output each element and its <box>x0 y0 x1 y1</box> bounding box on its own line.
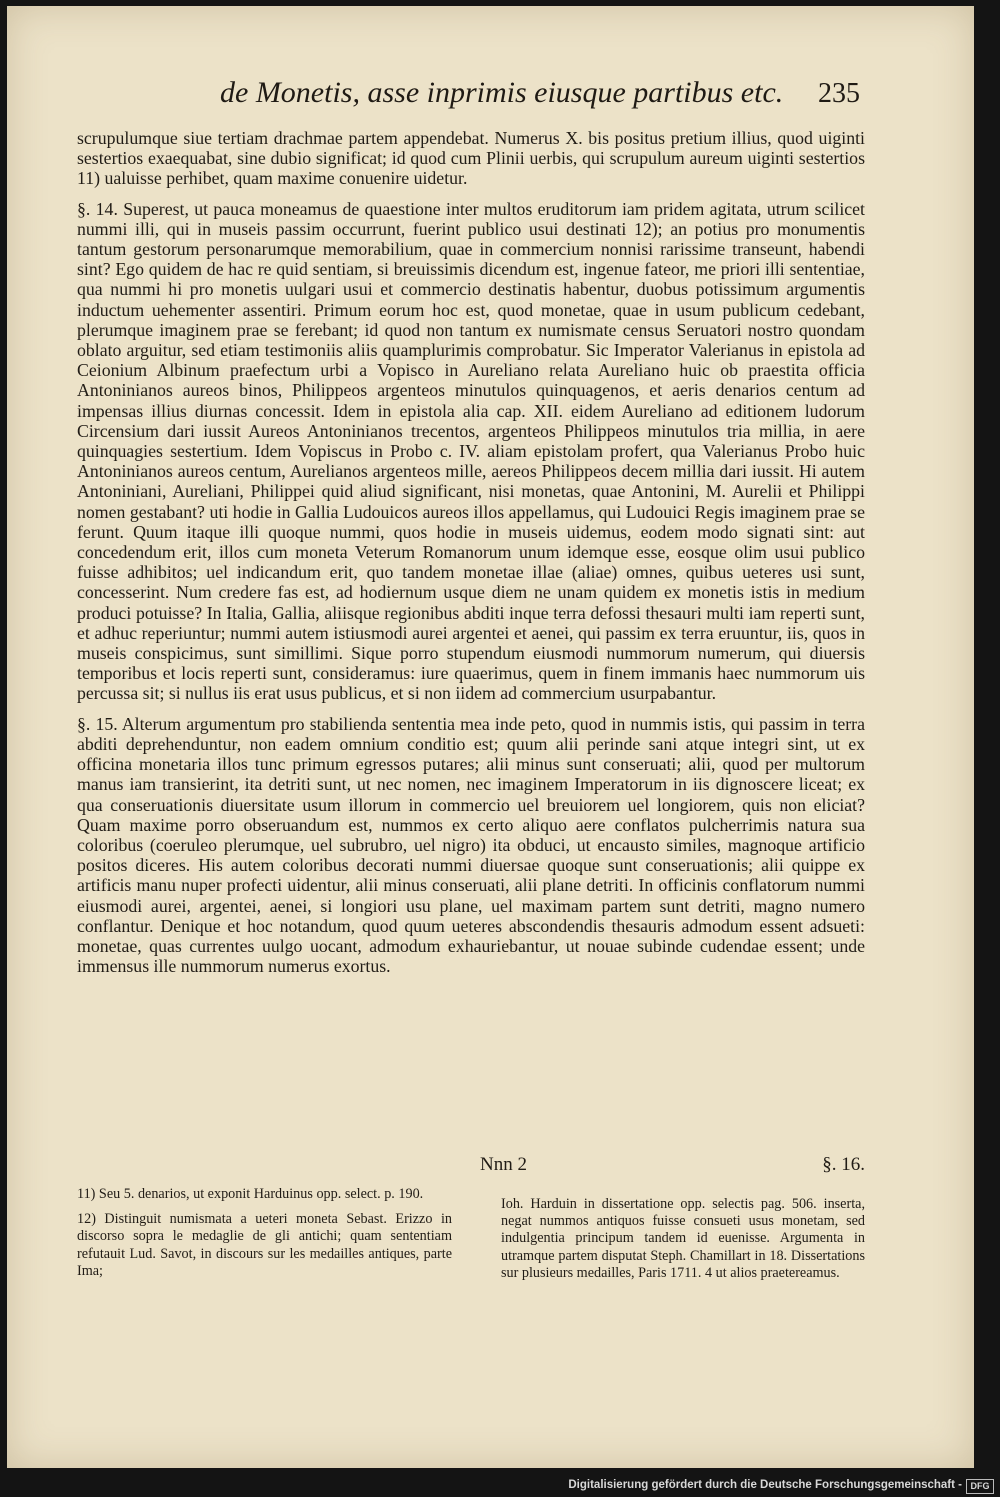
signature-mark: Nnn 2 <box>480 1154 527 1175</box>
main-text <box>77 128 865 976</box>
page-header <box>220 76 860 120</box>
footnote-divider <box>77 1180 865 1181</box>
running-title: de Monetis, asse inprimis eiusque partibus etc. <box>220 76 784 109</box>
funding-credit: Digitalisierung gefördert durch die Deutsche Forschungsgemeinschaft - <box>568 1479 962 1491</box>
signature-line <box>470 1154 865 1178</box>
footnote-12-continued: Ioh. Harduin in dissertatione opp. selectis pag. 506. inserta, negat nummos antiquos fuisse consueti usus monetam, sed indulgentia principum tandem id euenisse. Argumenta in utramque partem disputat Steph. Chamillart in 18. Dissertations sur plusieurs medailles, Paris 1711. 4 ut alios praetereamus. <box>501 1196 865 1281</box>
footnotes-left-column <box>77 1186 452 1288</box>
catchword: §. 16. <box>822 1154 865 1175</box>
footnote-11: 11) Seu 5. denarios, ut exponit Harduinus opp. select. p. 190. <box>77 1186 424 1202</box>
paragraph-continuation: scrupulumque siue tertiam drachmae partem appendebat. Numerus X. bis positus pretium illius, quod uiginti sestertios exaequabat, sine dubio significat; id quod cum Plinii uerbis, qui scrupulum aureum uiginti sestertios 11) ualuisse perhibet, quam maxime conuenire uidetur. <box>77 128 865 189</box>
paragraph-section-15: §. 15. Alterum argumentum pro stabilienda sententia mea inde peto, quod in nummis istis, qui passim in terra abditi deprehenduntur, non eadem omnium conditio est; quum alii perinde sani atque integri sint, ut ex officina monetaria illos tunc primum egressos putares; alii minus sunt conseruati; alii, quod per multorum manus iam transierint, ita detriti sunt, ut nec nomen, nec imaginem Imperatorum in iis dignoscere liceat; ex qua conseruationis diuersitate usum illorum in commercio uel breuiorem uel longiorem, quis non eliciat? Quam maxime porro obseruandum est, nummos ex certo aliquo aere conflatos pulcherrimis natura sua coloribus (coeruleo plerumque, uel subrubro, uel nigro) ita obduci, ut encausto similes, magnoque artificio positos diceres. His autem coloribus decorati nummi diuersae quoque sunt conseruationis; alii quippe ex artificis manu nuper profecti uidentur, alii minus conseruati, alii plane detriti. In officinis conflatorum nummi eiusmodi aurei, argentei, aenei, si longiori usu plane, uel maximam partem sunt detriti, magno numero conflantur. Denique et hoc notandum, quod quum ueteres abscondendis thesauris admodum essent adsueti: monetae, quas currentes uulgo uocant, admodum exhauriebantur, ut nouae subinde cudendae essent; unde immensus ille nummorum numerus exortus. <box>77 713 865 977</box>
footnote-12: 12) Distinguit numismata a ueteri moneta Sebast. Erizzo in discorso sopra le medaglie de gli antichi; quam sententiam refutauit Lud. Savot, in discours sur les medailles antiques, parte Ima; <box>77 1211 452 1279</box>
paragraph-section-14: §. 14. Superest, ut pauca moneamus de quaestione inter multos eruditorum iam pridem agitata, utrum scilicet nummi illi, qui in museis passim occurrunt, fuerint publico usui destinati 12); an potius pro monumentis tantum gestorum personarumque memorabilium, quae in commercium nonnisi rarissime transeunt, habendi sint? Ego quidem de hac re quid sentiam, si breuissimis dicendum est, ingenue fateor, me priori illi sententiae, qua nummi hi pro monetis uulgari usui et commercio destinatis habentur, duobus potissimum argumentis inductum uehementer assentiri. Primum eorum hoc est, quod monetae, quae in usum publicum cedebant, plerumque imaginem prae se ferebant; id quod non tantum ex numismate census Seruatori nostro quondam oblato arguitur, sed etiam testimoniis aliis quamplurimis comprobatur. Sic Imperator Valerianus in epistola ad Ceionium Albinum praefectum urbi a Vopisco in Aureliano relata Aureliano huic ob praestita officia Antoninianos aureos binos, Philippeos argenteos minutulos quinquagenos, et aeris denarios centum ad impensas illius diurnas concessit. Idem in epistola alia cap. XII. eidem Aureliano ad editionem ludorum Circensium dari iussit Aureos Antoninianos trecentos, argenteos Philippeos minutulos tria millia, in aere quinquagies sestertium. Idem Vopiscus in Probo c. IV. aliam epistolam profert, qua Valerianus Probo huic Antoninianos aureos centum, Aurelianos argenteos mille, aereos Philippeos decem millia dari iussit. Hi autem Antoniniani, Aureliani, Philippei quid aliud significant, nisi monetas, quae Antonini, M. Aurelii et Philippi nomen gestabant? uti hodie in Gallia Ludouicos aureos illos appellamus, qui Ludouici Regis imaginem prae se ferunt. Quum itaque illi quoque nummi, quos hodie in museis uidemus, eodem modo signati sint: aut concedendum erit, illos cum moneta Veterum Romanorum unum idemque esse, eosque olim usui publico fuisse adhibitos; uel indicandum erit, quo tandem monetae illae (aliae) omnes, quibus ueteres usi sunt, concesserint. Num credere fas est, ad hodiernum usque diem ne unam quidem ex monetis istis in medium produci potuisse? In Italia, Gallia, aliisque regionibus abditi inque terra defossi thesauri multi iam reperti sunt, et adhuc reperiuntur; nummi autem istiusmodi aurei argentei et aenei, qui passim ex terra eruuntur, iis, quos in museis conspicimus, sunt simillimi. Sique porro stupendum eiusmodi nummorum numerum, qui diuersis temporibus et locis reperti sunt, consideramus: iure quaerimus, quem in finem immanis haec nummorum uis percussa sit; si nullus iis erat usus publicus, et si non iidem ad commercium usurpabantur. <box>77 198 865 704</box>
page-number: 235 <box>818 78 860 109</box>
dfg-logo-icon: DFG <box>966 1479 994 1494</box>
footnotes-right-column <box>501 1196 865 1290</box>
